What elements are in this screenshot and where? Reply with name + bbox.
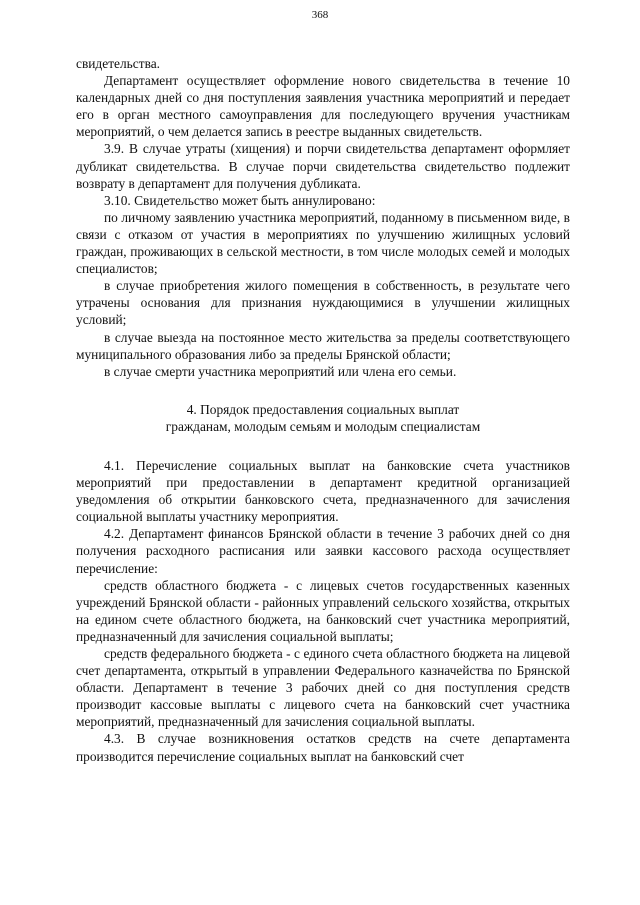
page-number: 368 [311,9,329,21]
paragraph: 4.3. В случае возникновения остатков средств на счете департамента производится перечисление социальных выплат на банковский счет [76,731,570,764]
paragraph: в случае выезда на постоянное место жительства за пределы соответствующего муниципального образования либо за пределы Брянской области; [76,329,570,362]
paragraph: Департамент осуществляет оформление нового свидетельства в течение 10 календарных дней со дня поступления заявления участника мероприятий и передает его в орган местного самоуправления для последующего вручения участникам мероприятий, о чем делается запись в реестре выданных свидетельств. [76,73,570,140]
section-heading-line: 4. Порядок предоставления социальных выплат [186,401,460,417]
paragraph: средств федерального бюджета - с единого счета областного бюджета на лицевой счет департамента, открытый в управлении Федерального казначейства по Брянской области. Департамент в течение 3 рабочих дней со дня поступления средств производит кассовые выплаты с лицевого счета на банковский счет участника мероприятий, предназначенный для зачисления социальной выплаты. [76,646,570,730]
paragraph: 4.2. Департамент финансов Брянской области в течение 3 рабочих дней со дня получения расходного расписания или заявки кассового расхода осуществляет перечисление: [76,526,570,576]
paragraph: свидетельства. [76,56,161,71]
paragraph: 3.10. Свидетельство может быть аннулировано: [104,192,376,208]
paragraph: в случае приобретения жилого помещения в собственность, в результате чего утрачены основания для признания нуждающимися в улучшении жилищных условий; [76,278,570,328]
section-heading-line: гражданам, молодым семьям и молодым специалистам [165,418,481,434]
paragraph: по личному заявлению участника мероприятий, поданному в письменном виде, в связи с отказом от участия в мероприятиях по улучшению жилищных условий граждан, проживающих в сельской местности, в том числе молодых семей и молодых специалистов; [76,209,570,277]
document-body [76,55,570,765]
paragraph: 4.1. Перечисление социальных выплат на банковские счета участников мероприятий при предоставлении в департамент кредитной организацией уведомления об открытии банковского счета, предназначенного для зачисления социальной выплаты участнику мероприятия. [76,457,570,525]
section-heading [76,401,570,435]
paragraph: 3.9. В случае утраты (хищения) и порчи свидетельства департамент оформляет дубликат свидетельства. В случае порчи свидетельства свидетельство подлежит возврату в департамент для получения дубликата. [76,141,570,191]
paragraph: в случае смерти участника мероприятий или члена его семьи. [104,363,457,379]
paragraph: средств областного бюджета - с лицевых счетов государственных казенных учреждений Брянской области - районных управлений сельского хозяйства, открытых на едином счете областного бюджета, на банковский счет участника мероприятий, предназначенный для зачисления социальной выплаты; [76,577,570,644]
